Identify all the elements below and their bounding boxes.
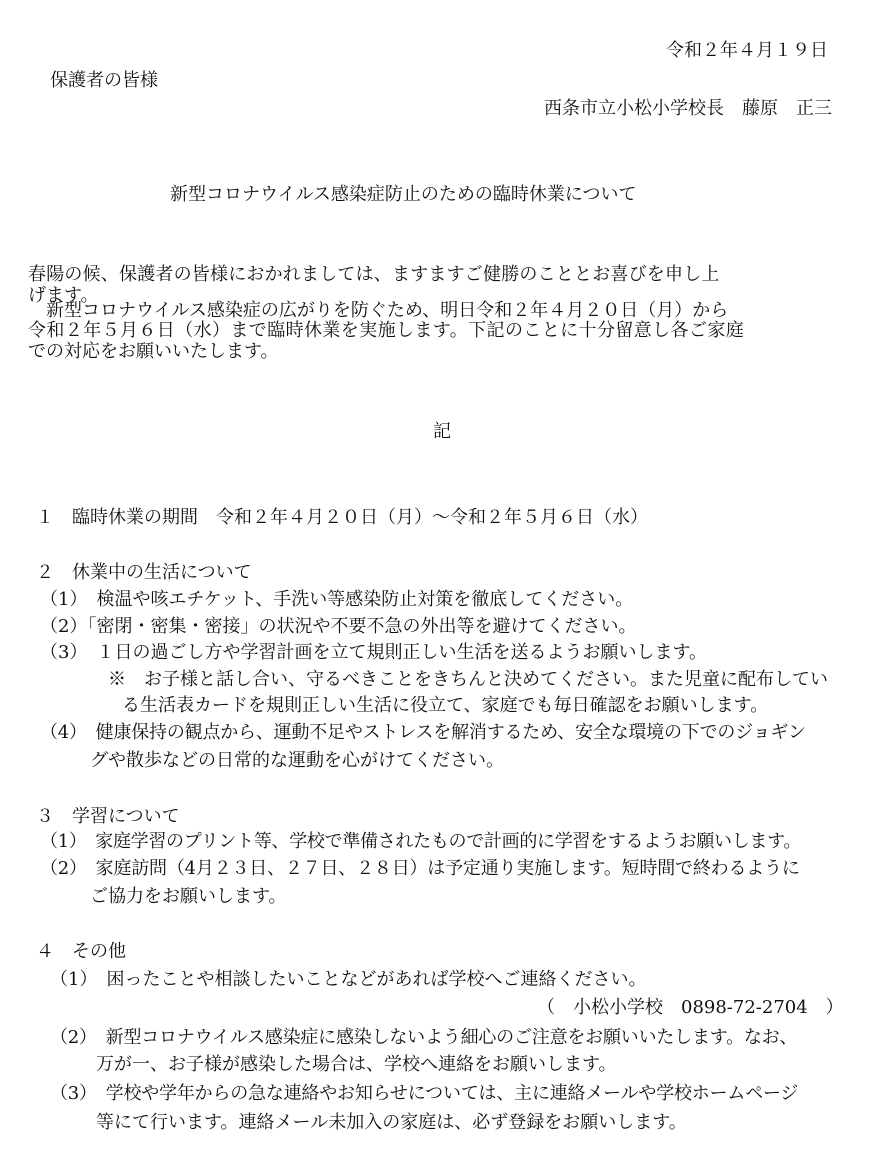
intro-line: 春陽の候、保護者の皆様におかれましては、ますますご健勝のこととお喜びを申し上 — [28, 264, 720, 285]
section-3-heading: ３ 学習について — [36, 806, 180, 827]
intro-line: 令和２年５月６日（水）まで臨時休業を実施します。下記のことに十分留意し各ご家庭 — [28, 320, 745, 341]
list-item-continuation: 万が一、お子様が感染した場合は、学校へ連絡をお願いします。 — [96, 1054, 617, 1075]
list-item: （1） 家庭学習のプリント等、学校で準備されたもので計画的に学習をするようお願いします。 — [40, 831, 802, 852]
list-item: （3） 学校や学年からの急な連絡やお知らせについては、主に連絡メールや学校ホームページ — [50, 1083, 799, 1104]
intro-line: での対応をお願いいたします。 — [28, 341, 279, 362]
list-item: （2） 家庭訪問（4月２３日、２７日、２８日）は予定通り実施します。短時間で終わるように — [40, 858, 800, 879]
list-item: （2）「密閉・密集・密接」の状況や不要不急の外出等を避けてください。 — [40, 616, 637, 637]
list-item: （4） 健康保持の観点から、運動不足やストレスを解消するため、安全な環境の下でのジョギン — [40, 722, 806, 743]
list-item-continuation: 等にて行います。連絡メール未加入の家庭は、必ず登録をお願いします。 — [96, 1112, 687, 1133]
notice-date: 令和２年４月１９日 — [666, 40, 828, 61]
ki-heading: 記 — [433, 421, 451, 442]
section-1-heading: １ 臨時休業の期間 令和２年４月２０日（月）～令和２年５月６日（水） — [36, 507, 648, 528]
document-title: 新型コロナウイルス感染症防止のための臨時休業について — [170, 184, 637, 205]
list-item: （3） １日の過ごし方や学習計画を立て規則正しい生活を送るようお願いします。 — [40, 642, 708, 663]
list-item: （1） 検温や咳エチケット、手洗い等感染防止対策を徹底してください。 — [40, 589, 634, 610]
intro-line: げます。 — [28, 285, 99, 306]
note-line: ※ お子様と話し合い、守るべきことをきちんと決めてください。また児童に配布してい — [108, 669, 828, 690]
list-item-continuation: グや散歩などの日常的な運動を心がけてください。 — [90, 750, 504, 771]
recipient-line: 保護者の皆様 — [50, 70, 158, 91]
list-item: （1） 困ったことや相談したいことなどがあれば学校へご連絡ください。 — [50, 969, 647, 990]
section-2-heading: ２ 休業中の生活について — [36, 562, 252, 583]
sender-line: 西条市立小松小学校長 藤原 正三 — [544, 98, 832, 119]
section-4-heading: ４ その他 — [36, 941, 126, 962]
intro-line: 新型コロナウイルス感染症の広がりを防ぐため、明日令和２年４月２０日（月）から — [46, 300, 729, 321]
contact-line: （ 小松小学校 0898-72-2704 ） — [537, 997, 844, 1018]
note-line: る生活表カードを規則正しい生活に役立て、家庭でも毎日確認をお願いします。 — [122, 695, 769, 716]
list-item-continuation: ご協力をお願いします。 — [90, 886, 287, 907]
list-item: （2） 新型コロナウイルス感染症に感染しないよう細心のご注意をお願いいたします。なお、 — [50, 1027, 798, 1048]
